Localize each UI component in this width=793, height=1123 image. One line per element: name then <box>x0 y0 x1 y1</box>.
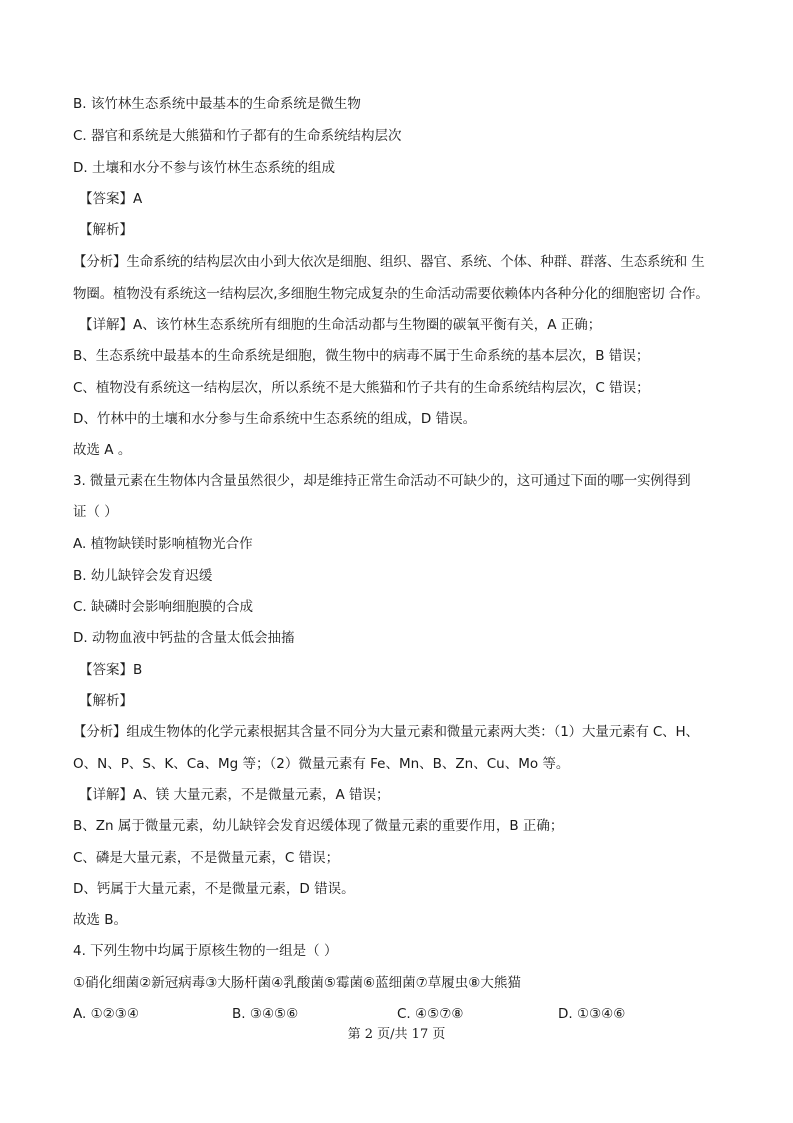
q3-option-d: D. 动物血液中钙盐的含量太低会抽搐 <box>73 630 295 646</box>
q2-option-b: B. 该竹林生态系统中最基本的生命系统是微生物 <box>73 96 361 112</box>
q2-detail-c: C、植物没有系统这一结构层次，所以系统不是大熊猫和竹子共有的生命系统结构层次，C 错误； <box>73 380 650 396</box>
q3-option-b: B. 幼儿缺锌会发育迟缓 <box>73 568 213 584</box>
q4-option-b: B. ③④⑤⑥ <box>232 1006 299 1022</box>
q2-analysis-label: 【解析】 <box>79 222 133 238</box>
q3-analysis-label: 【解析】 <box>79 693 133 709</box>
q2-detail-a: 【详解】A、该竹林生态系统所有细胞的生命活动都与生物圈的碳氧平衡有关，A 正确； <box>79 317 602 333</box>
q3-answer: 【答案】B <box>79 662 143 678</box>
q3-stem-line-1: 3. 微量元素在生物体内含量虽然很少，却是维持正常生命活动不可缺少的，这可通过下面的哪一实例得到 <box>73 473 691 489</box>
q3-option-a: A. 植物缺镁时影响植物光合作 <box>73 536 253 552</box>
q2-detail-b: B、生态系统中最基本的生命系统是细胞，微生物中的病毒不属于生命系统的基本层次，B 错误； <box>73 348 650 364</box>
q2-fenxi-line-2: 物圈。植物没有系统这一结构层次,多细胞生物完成复杂的生命活动需要依赖体内各种分化的细胞密切 合作。 <box>73 286 709 302</box>
page-number-footer: 第 2 页/共 17 页 <box>347 1027 446 1042</box>
q2-conclusion: 故选 A 。 <box>73 442 132 458</box>
q4-stem: 4. 下列生物中均属于原核生物的一组是（ ） <box>73 943 338 959</box>
q3-fenxi-line-2: O、N、P、S、K、Ca、Mg 等；（2）微量元素有 Fe、Mn、B、Zn、Cu、Mo 等。 <box>73 756 570 772</box>
q4-option-c: C. ④⑤⑦⑧ <box>397 1006 464 1022</box>
q2-detail-d: D、竹林中的土壤和水分参与生命系统中生态系统的组成，D 错误。 <box>73 411 477 427</box>
q3-option-c: C. 缺磷时会影响细胞膜的合成 <box>73 599 254 615</box>
q2-option-d: D. 土壤和水分不参与该竹林生态系统的组成 <box>73 160 335 176</box>
q2-answer: 【答案】A <box>79 191 143 207</box>
q3-conclusion: 故选 B。 <box>73 912 128 928</box>
q2-fenxi-line-1: 【分析】生命系统的结构层次由小到大依次是细胞、组织、器官、系统、个体、种群、群落、生态系统和 生 <box>73 254 705 270</box>
q3-detail-b: B、Zn 属于微量元素，幼儿缺锌会发育迟缓体现了微量元素的重要作用，B 正确； <box>73 818 564 834</box>
q3-detail-c: C、磷是大量元素，不是微量元素，C 错误； <box>73 850 340 866</box>
q3-stem-line-2: 证（ ） <box>73 504 118 520</box>
q3-detail-d: D、钙属于大量元素，不是微量元素，D 错误。 <box>73 881 355 897</box>
q4-option-d: D. ①③④⑥ <box>558 1006 626 1022</box>
q3-fenxi-line-1: 【分析】组成生物体的化学元素根据其含量不同分为大量元素和微量元素两大类：（1）大量元素有 C、H、 <box>73 724 699 740</box>
q4-option-a: A. ①②③④ <box>73 1006 139 1022</box>
q2-option-c: C. 器官和系统是大熊猫和竹子都有的生命系统结构层次 <box>73 128 402 144</box>
q4-items: ①硝化细菌②新冠病毒③大肠杆菌④乳酸菌⑤霉菌⑥蓝细菌⑦草履虫⑧大熊猫 <box>73 975 521 991</box>
q3-detail-a: 【详解】A、镁 大量元素，不是微量元素，A 错误； <box>79 787 390 803</box>
